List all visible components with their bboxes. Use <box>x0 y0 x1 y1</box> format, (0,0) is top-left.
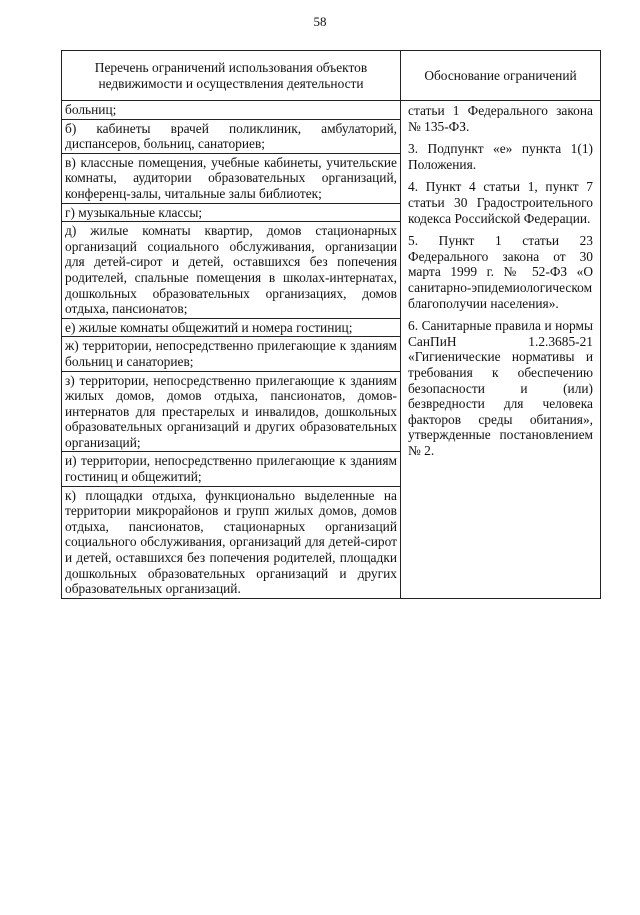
justification-cell <box>401 101 601 599</box>
restriction-item: б) кабинеты врачей поликлиник, амбулаторий, диспансеров, больниц, санаториев; <box>62 120 400 154</box>
page-number: 58 <box>313 14 327 29</box>
justification-item: 6. Санитарные правила и нормы СанПиН 1.2.3685-21 «Гигиенические нормативы и требования к обеспечению безопасности и (или) безвредности для человека факторов среды обитания», утвержденные постановлением № 2. <box>408 318 593 458</box>
justification-item: 5. Пункт 1 статьи 23 Федерального закона от 30 марта 1999 г. № 52-ФЗ «О санитарно-эпидемиологическом благополучии населения». <box>408 233 593 311</box>
justification-column-header: Обоснование ограничений <box>401 51 601 101</box>
justification-item: 3. Подпункт «е» пункта 1(1) Положения. <box>408 141 593 172</box>
table-header-row <box>62 51 601 101</box>
restriction-item: г) музыкальные классы; <box>62 204 400 223</box>
justification-item: статьи 1 Федерального закона № 135-ФЗ. <box>408 103 593 134</box>
table-row <box>62 101 601 599</box>
restrictions-column-header: Перечень ограничений использования объектов недвижимости и осуществления деятельности <box>62 51 401 101</box>
restriction-item: и) территории, непосредственно прилегающие к зданиям гостиниц и общежитий; <box>62 452 400 486</box>
restriction-item: е) жилые комнаты общежитий и номера гостиниц; <box>62 319 400 338</box>
restriction-item: больниц; <box>62 101 400 120</box>
justification-item: 4. Пункт 4 статьи 1, пункт 7 статьи 30 Градостроительного кодекса Российской Федерации. <box>408 179 593 226</box>
restriction-item: к) площадки отдыха, функционально выделенные на территории микрорайонов и групп жилых домов, домов отдыха, пансионатов, стационарных организаций социального обслуживания, организаций для детей-сирот и детей, оставшихся без попечения родителей, площадки дошкольных образовательных организаций и других образовательных организаций. <box>65 487 397 597</box>
restrictions-table <box>61 50 601 599</box>
restrictions-cell <box>62 101 401 599</box>
restriction-item: в) классные помещения, учебные кабинеты, учительские комнаты, аудитории образовательных организаций, конференц-залы, читальные залы библиотек; <box>62 154 400 204</box>
restriction-item: д) жилые комнаты квартир, домов стационарных организаций социального обслуживания, организации для детей-сирот и детей, оставшихся без попечения родителей, спальные помещения в школах-интернатах, дошкольных образовательных организациях, домов отдыха, пансионатов; <box>62 222 400 319</box>
restriction-item: з) территории, непосредственно прилегающие к зданиям жилых домов, домов отдыха, пансионатов, домов-интернатов для престарелых и инвалидов, дошкольных образовательных организаций и других образовательных организаций; <box>62 372 400 453</box>
restriction-item: ж) территории, непосредственно прилегающие к зданиям больниц и санаториев; <box>62 337 400 371</box>
